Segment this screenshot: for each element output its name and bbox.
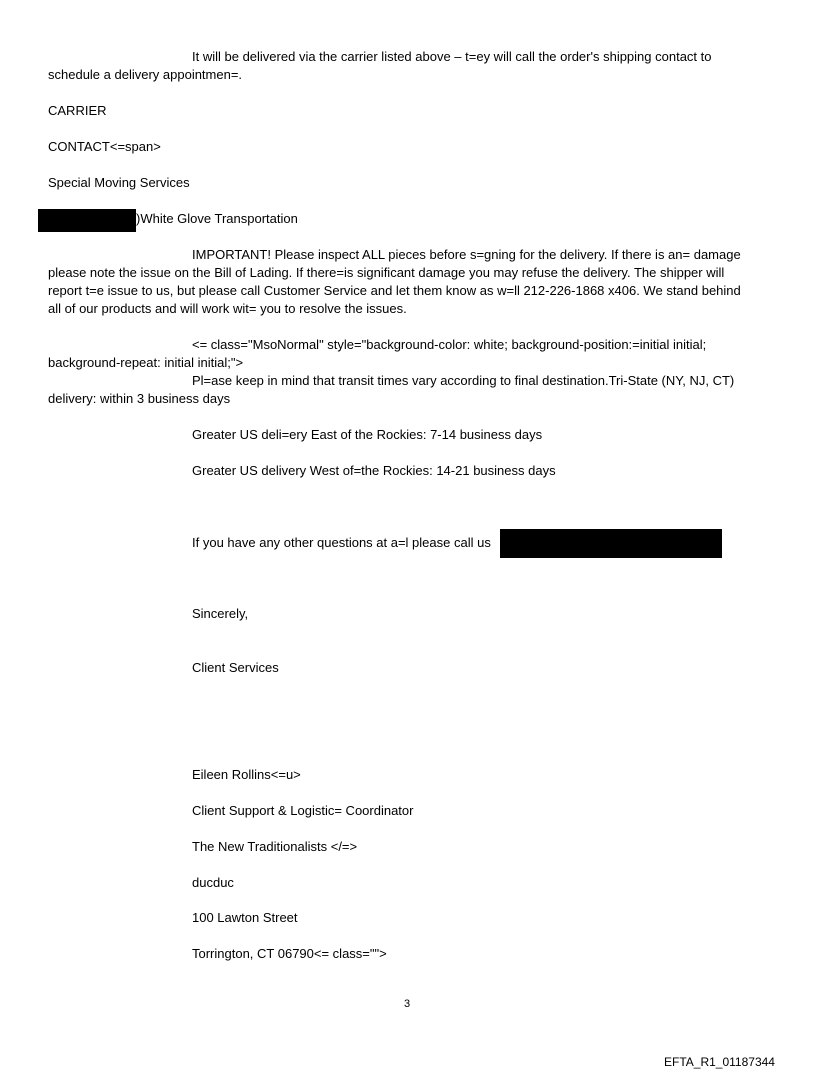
- carrier-label: CARRIER: [48, 103, 107, 118]
- sincerely: Sincerely,: [192, 606, 249, 621]
- questions-line: If you have any other questions at a=l please call us: [192, 535, 491, 550]
- signature-brand: ducduc: [192, 875, 234, 890]
- redaction-block: [38, 209, 136, 232]
- signature-company: The New Traditionalists </=>: [192, 839, 358, 854]
- msonormal-line-2: background-repeat: initial initial;">: [48, 355, 244, 370]
- signature-name: Eileen Rollins<=u>: [192, 767, 301, 782]
- west-of-rockies: Greater US delivery West of=the Rockies: 14-21 business days: [192, 463, 556, 478]
- signature-city: Torrington, CT 06790<= class="">: [192, 946, 387, 961]
- delivery-paragraph-line-2: schedule a delivery appointmen=.: [48, 67, 243, 82]
- important-line-4: all of our products and will work wit= you to resolve the issues.: [48, 301, 407, 316]
- document-id: EFTA_R1_01187344: [664, 1055, 775, 1069]
- transit-line-1: Pl=ase keep in mind that transit times vary according to final destination.Tri-State (NY, NJ, CT): [192, 373, 735, 388]
- important-line-3: report t=e issue to us, but please call Customer Service and let them know as w=ll 212-226-1868 x406. We stand behind: [48, 283, 741, 298]
- signature-title: Client Support & Logistic= Coordinator: [192, 803, 414, 818]
- transit-line-2: delivery: within 3 business days: [48, 391, 231, 406]
- signature-street: 100 Lawton Street: [192, 910, 298, 925]
- special-moving-services: Special Moving Services: [48, 175, 190, 190]
- msonormal-line-1: <= class="MsoNormal" style="background-color: white; background-position:=initial initial;: [192, 337, 707, 352]
- page-number: 3: [404, 998, 411, 1010]
- contact-label: CONTACT<=span>: [48, 139, 161, 154]
- east-of-rockies: Greater US deli=ery East of the Rockies: 7-14 business days: [192, 427, 543, 442]
- redaction-block: [500, 529, 722, 558]
- important-line-1: IMPORTANT! Please inspect ALL pieces before s=gning for the delivery. If there is an= damage: [192, 247, 741, 262]
- client-services: Client Services: [192, 660, 279, 675]
- delivery-paragraph-line-1: It will be delivered via the carrier listed above – t=ey will call the order's shipping contact to: [192, 49, 712, 64]
- white-glove-transportation: )White Glove Transportation: [136, 211, 298, 226]
- important-line-2: please note the issue on the Bill of Lading. If there=is significant damage you may refuse the delivery. The shipper will: [48, 265, 725, 280]
